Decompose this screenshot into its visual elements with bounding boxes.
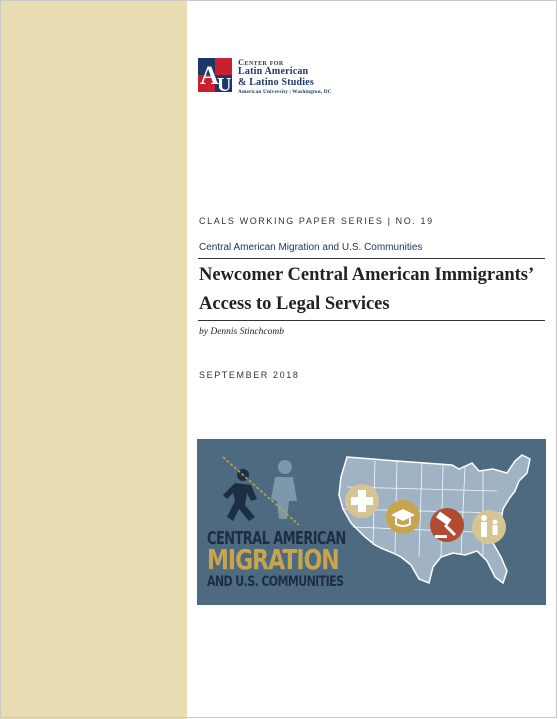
- banner-us-communities: AND U.S. COMMUNITIES: [207, 573, 344, 590]
- svg-text:A: A: [200, 61, 219, 90]
- series-label: CLALS WORKING PAPER SERIES | NO. 19: [199, 216, 434, 226]
- author-byline: by Dennis Stinchcomb: [199, 327, 284, 337]
- publication-date: SEPTEMBER 2018: [199, 370, 300, 380]
- bottom-rule: [198, 320, 545, 321]
- svg-text:U: U: [217, 74, 232, 94]
- medical-cross-icon: [345, 484, 379, 518]
- logo-line-latin-american: Latin American: [238, 66, 309, 77]
- logo-line-latino-studies: & Latino Studies: [238, 77, 314, 88]
- top-rule: [198, 258, 545, 259]
- subseries-label: Central American Migration and U.S. Communities: [199, 242, 423, 253]
- migrant-figures-icon: [223, 457, 299, 525]
- logo-line-american-university: American University | Washington, DC: [238, 89, 332, 95]
- family-icon: [472, 510, 506, 544]
- logo-line-center-for: Center for: [238, 57, 284, 67]
- clals-logo: [198, 57, 358, 97]
- au-logo-mark: [198, 58, 234, 94]
- gavel-icon: [430, 508, 464, 542]
- series-banner: [197, 439, 546, 605]
- banner-central-american: CENTRAL AMERICAN: [207, 529, 346, 550]
- graduation-cap-icon: [386, 500, 420, 534]
- paper-title: Newcomer Central American Immigrants’ Access to Legal Services: [199, 265, 533, 314]
- tan-sidebar: [0, 0, 187, 719]
- banner-migration: MIGRATION: [207, 545, 339, 577]
